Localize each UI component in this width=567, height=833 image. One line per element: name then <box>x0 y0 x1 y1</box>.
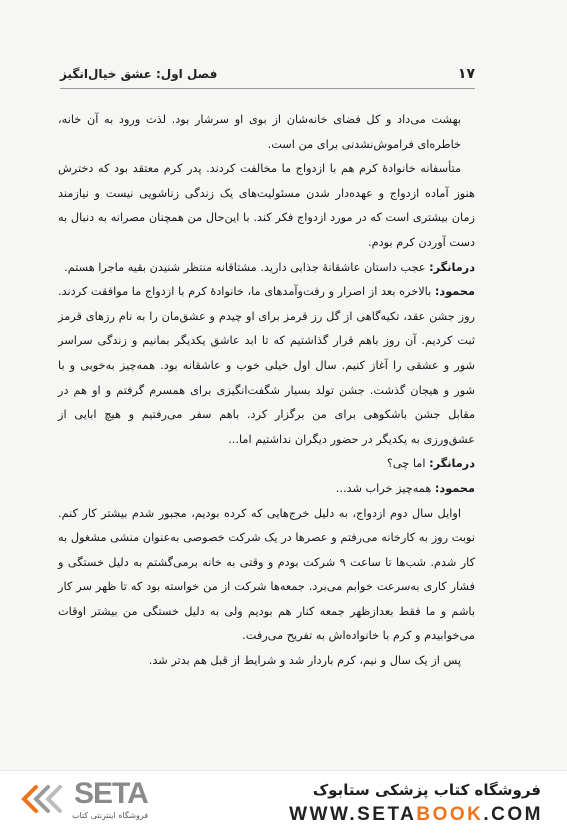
dialogue-paragraph <box>58 280 475 452</box>
paragraph-text: بالاخره بعد از اصرار و رفت‌وآمدهای ما، خانوادهٔ کرم با ازدواج ما موافقت کردند. روز جشن عقد، تکیه‌گاهی از گل رز قرمز برای او چیدم و عشق‌مان را به نام رزهای قرمز ثبت کردیم. آن روز باهم قرار گذاشتیم که تا ابد عاشق یکدیگر بمانیم و زندگی سراسر شور و عشقی را آغاز کنیم. سال اول خیلی خوب و عاشقانه بود. همه‌چیز به‌خوبی و با شور و هیجان گذشت. جشن تولد بسیار شگفت‌انگیزی برای همسرم گرفتم و او هم در مقابل جشن باشکوهی برای من برگزار کرد. با‌هم سفر می‌رفتیم و هیچ ابایی از عشق‌ورزی به یکدیگر در حضور دیگران نداشتیم اما... <box>58 285 475 446</box>
speaker-label: محمود: <box>434 285 475 299</box>
paragraph-text: بهشت می‌داد و کل فضای خانه‌شان از بوی او سرشار بود. لذت ورود به آن خانه، خاطره‌ای فراموش‌نشدنی برای من است. <box>58 113 461 151</box>
paragraph-text: متأسفانه خانوادهٔ کرم هم با ازدواج ما مخالفت کردند. پدر کرم معتقد بود که دخترش هنوز آماده ازدواج و عهده‌دار شدن مسئولیت‌های یک زندگی زناشویی نیست و نیازمند زمان بیشتری است که در مورد ازدواج فکر کند. با این‌حال من همچنان مصرانه به دنبال به دست آوردن کرم بودم. <box>58 162 475 249</box>
paragraph <box>58 157 475 255</box>
dialogue-paragraph <box>58 256 475 281</box>
chevron-logo-icon <box>14 783 72 815</box>
paragraph-text: اما چی؟ <box>386 457 426 471</box>
page-body <box>58 108 475 674</box>
paragraph-text: همه‌چیز خراب شد... <box>335 481 432 495</box>
logo-wordmark: SETA <box>74 777 148 810</box>
store-name: فروشگاه کتاب پزشکی ستابوک <box>312 781 541 799</box>
dialogue-paragraph <box>58 452 475 477</box>
dialogue-paragraph <box>58 477 475 502</box>
speaker-label: درمانگر: <box>429 260 475 274</box>
url-accent: BOOK <box>416 804 484 825</box>
page-header <box>60 62 475 86</box>
header-divider <box>60 88 475 89</box>
chapter-title: فصل اول: عشق خیال‌انگیز <box>60 67 218 81</box>
logo-subtitle: فروشگاه اینترنتی کتاب <box>72 811 149 820</box>
store-footer <box>0 770 567 833</box>
url-prefix: WWW.SETA <box>289 804 417 825</box>
paragraph-text: عجب داستان عاشقانهٔ جذابی دارید. مشتاقانه منتظر شنیدن بقیه ماجرا هستم. <box>64 260 426 274</box>
paragraph-text: اوایل سال دوم ازدواج، به دلیل خرج‌هایی که کرده بودیم، مجبور شدم بیشتر کار کنم. نوبت روز به کارخانه می‌رفتم و عصرها در یک شرکت خصوصی به‌عنوان منشی مشغول به کار شدم. شب‌ها تا ساعت ۹ شرکت بودم و وقتی به خانه برمی‌گشتم به دلیل خستگی و فشار کاری به‌سرعت خوابم می‌برد. جمعه‌ها شرکت از من خواسته بود که تا ظهر سر کار باشم و ما فقط بعدازظهر جمعه کنار هم بودیم ولی به دلیل خستگی من بیشتر اوقات می‌خوابیدم و کرم با خانواده‌اش به تفریح می‌رفت. <box>58 506 475 643</box>
page-number: ۱۷ <box>457 66 475 82</box>
speaker-label: درمانگر: <box>429 457 475 471</box>
url-suffix: .COM <box>483 804 543 825</box>
store-logo <box>14 777 194 829</box>
paragraph <box>58 649 475 674</box>
page-fade <box>0 700 567 770</box>
speaker-label: محمود: <box>434 481 475 495</box>
paragraph-text: پس از یک سال و نیم، کرم باردار شد و شرایط از قبل هم بدتر شد. <box>148 654 461 668</box>
paragraph <box>58 502 475 650</box>
store-url[interactable] <box>289 804 543 826</box>
paragraph <box>58 108 475 157</box>
